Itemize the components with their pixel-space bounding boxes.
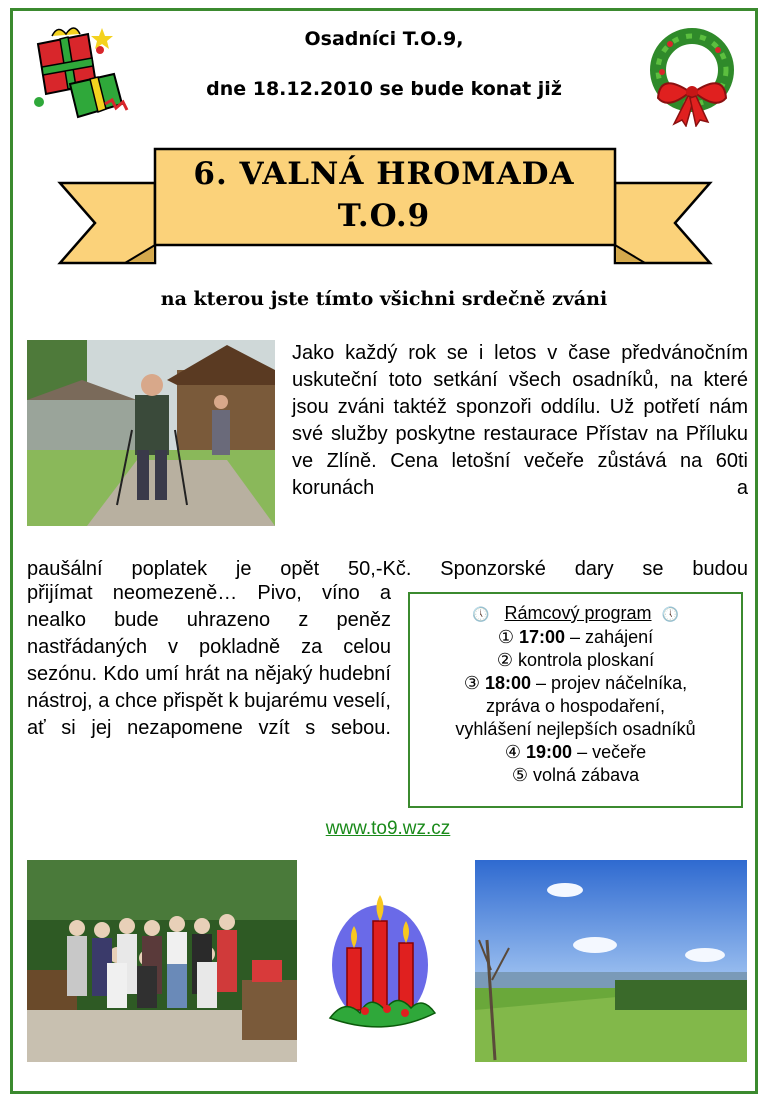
photo-group [27, 860, 297, 1062]
program-item-text: volná zábava [533, 765, 640, 785]
program-item-time: 17:00 [519, 627, 566, 647]
photo-man-hiking-poles [27, 340, 275, 526]
banner-title: 6. VALNÁ HROMADA [193, 156, 575, 192]
photo-landscape [475, 860, 747, 1062]
header-line-1: Osadníci T.O.9, [304, 28, 464, 50]
program-title-text: Rámcový program [504, 603, 652, 623]
program-item [410, 718, 741, 741]
program-item-number: ② [496, 650, 519, 670]
program-box [408, 592, 743, 808]
program-item-time: 19:00 [526, 742, 573, 762]
program-item-number: ① [497, 627, 519, 647]
banner-subtitle: T.O.9 [337, 198, 431, 234]
clock-icon: 🕔 [472, 606, 490, 622]
program-item [410, 695, 741, 718]
header-line-2: dne 18.12.2010 se bude konat již [206, 78, 562, 100]
paragraph-intro: Jako každý rok se i letos v čase předvánočním uskuteční toto setkání všech osadníků, na které jsou zváni taktéž sponzoři oddílu. Už potřetí nám své služby poskytne restaurace Přístav na Příluku ve Zlíně. Cena letošní večeře zůstává na 60ti korunách a [292, 342, 748, 499]
program-item-text: – večeře [572, 742, 647, 762]
advent-candles-clipart [325, 893, 440, 1038]
clock-icon: 🕔 [661, 606, 679, 622]
program-item-text: – projev náčelníka, [531, 673, 688, 693]
paragraph-fee: paušální poplatek je opět 50,-Kč. Sponzorské dary se budou [27, 558, 748, 580]
invitation-subtitle: na kterou jste tímto všichni srdečně zváni [160, 288, 608, 310]
program-item-number: ④ [504, 742, 527, 762]
program-item-text: – zahájení [565, 627, 654, 647]
program-item-number: ⑤ [511, 765, 534, 785]
program-item-time: 18:00 [485, 673, 532, 693]
program-item [410, 649, 741, 672]
program-items [410, 626, 741, 787]
program-item-text: vyhlášení nejlepších osadníků [455, 719, 696, 739]
program-title [410, 602, 741, 626]
paragraph-drinks: přijímat neomezeně… Pivo, víno a nealko bude uhrazeno z peněz nastřádaných v pokladně za celou sezónu. Kdo umí hrát na nějaký hudební nástroj, a chce přispět k bujarému veselí, ať si jej nezapomene vzít s sebou. [27, 582, 391, 739]
website-link[interactable]: www.to9.wz.cz [325, 818, 451, 839]
program-item-text: kontrola ploskaní [518, 650, 655, 670]
program-item [410, 672, 741, 695]
program-item [410, 626, 741, 649]
program-item-text: zpráva o hospodaření, [485, 696, 666, 716]
program-item-number: ③ [463, 673, 485, 693]
program-item [410, 741, 741, 764]
program-item [410, 764, 741, 787]
